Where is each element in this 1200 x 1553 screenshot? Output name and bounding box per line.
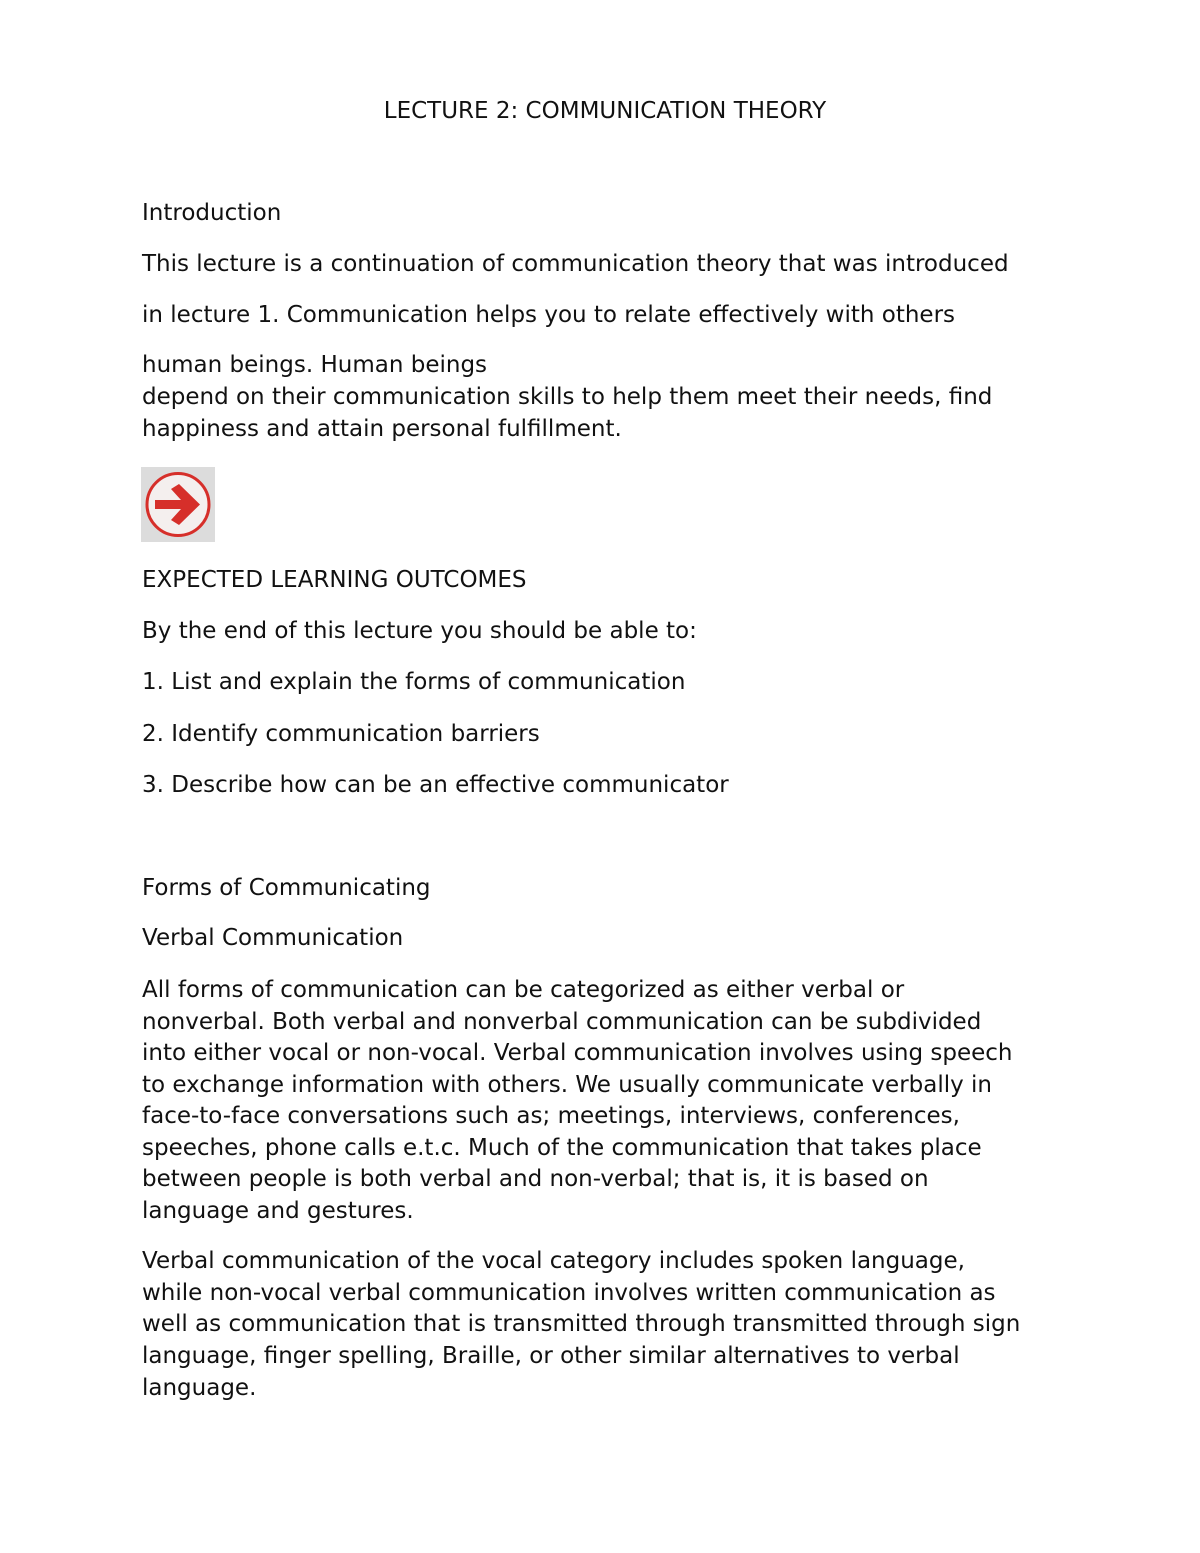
paragraph-line: nonverbal. Both verbal and nonverbal communication can be subdivided	[142, 1009, 982, 1035]
paragraph-line: language, finger spelling, Braille, or other similar alternatives to verbal	[142, 1343, 960, 1369]
intro-heading: Introduction	[142, 200, 282, 226]
intro-line: This lecture is a continuation of communication theory that was introduced	[142, 251, 1009, 277]
paragraph-line: speeches, phone calls e.t.c. Much of the communication that takes place	[142, 1135, 982, 1161]
outcome-item: 1. List and explain the forms of communication	[142, 669, 686, 695]
arrow-right-circle-icon	[141, 467, 215, 542]
page-title: LECTURE 2: COMMUNICATION THEORY	[383, 98, 827, 124]
intro-line: in lecture 1. Communication helps you to relate effectively with others	[142, 302, 956, 328]
paragraph-line: while non-vocal verbal communication involves written communication as	[142, 1280, 996, 1306]
paragraph-line: between people is both verbal and non-verbal; that is, it is based on	[142, 1166, 929, 1192]
paragraph-line: well as communication that is transmitted through transmitted through sign	[142, 1311, 1021, 1337]
outcomes-lead: By the end of this lecture you should be able to:	[142, 618, 697, 644]
forms-heading: Forms of Communicating	[142, 875, 431, 901]
outcome-item: 3. Describe how can be an effective communicator	[142, 772, 729, 798]
paragraph-line: All forms of communication can be categorized as either verbal or	[142, 977, 905, 1003]
outcomes-heading: EXPECTED LEARNING OUTCOMES	[142, 567, 527, 593]
intro-line: depend on their communication skills to help them meet their needs, find	[142, 384, 993, 410]
paragraph-line: into either vocal or non-vocal. Verbal communication involves using speech	[142, 1040, 1013, 1066]
forms-subheading: Verbal Communication	[142, 925, 404, 951]
paragraph-line: language.	[142, 1375, 257, 1401]
intro-line: happiness and attain personal fulfillment.	[142, 416, 622, 442]
paragraph-line: face-to-face conversations such as; meetings, interviews, conferences,	[142, 1103, 960, 1129]
paragraph-line: Verbal communication of the vocal category includes spoken language,	[142, 1248, 965, 1274]
intro-line: human beings. Human beings	[142, 352, 488, 378]
outcome-item: 2. Identify communication barriers	[142, 721, 540, 747]
paragraph-line: to exchange information with others. We usually communicate verbally in	[142, 1072, 993, 1098]
paragraph-line: language and gestures.	[142, 1198, 414, 1224]
